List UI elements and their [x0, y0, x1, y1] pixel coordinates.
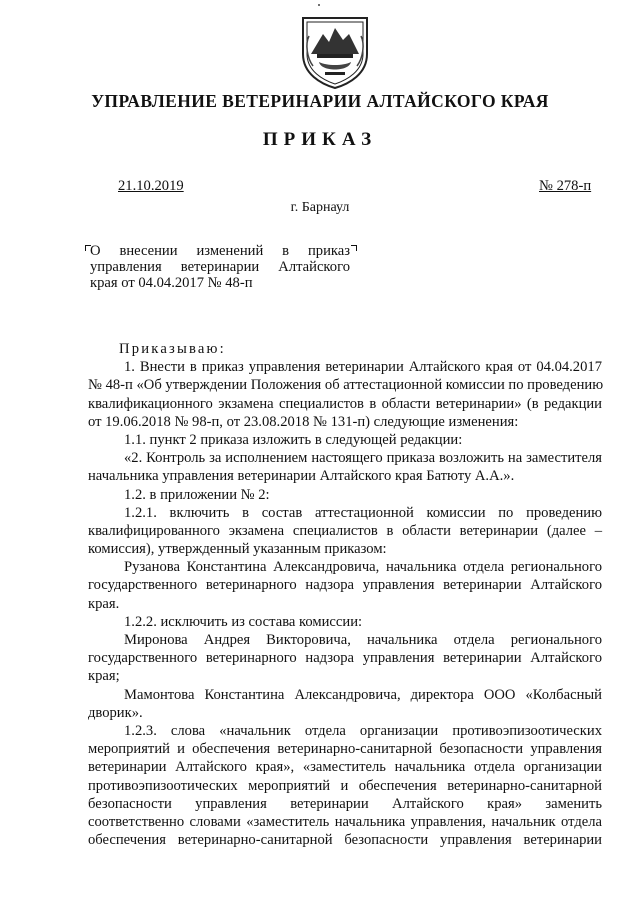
order-city: г. Барнаул	[290, 200, 350, 215]
body-line: ветеринарии Алтайского края», «заместитель начальника отдела организации	[88, 759, 602, 776]
body-line-decree: Приказываю:	[119, 341, 226, 357]
body-line: обеспечения ветеринарно-санитарной безопасности управления ветеринарии	[88, 832, 602, 849]
body-line: безопасности управления ветеринарии Алтайского края» заменить	[88, 795, 602, 812]
order-number: № 278-п	[539, 178, 592, 194]
body-line: противоэпизоотических мероприятий и обеспечения ветеринарно-санитарной	[88, 777, 602, 794]
body-line: начальника управления ветеринарии Алтайского края Батюту А.А.».	[88, 468, 515, 485]
organization-title: УПРАВЛЕНИЕ ВЕТЕРИНАРИИ АЛТАЙСКОГО КРАЯ	[91, 91, 549, 111]
document-type-title: ПРИКАЗ	[262, 129, 378, 150]
body-line: 1.2. в приложении № 2:	[124, 486, 270, 503]
order-date: 21.10.2019	[118, 178, 184, 194]
subject-line: управления ветеринарии Алтайского	[90, 259, 350, 275]
subject-corner-left	[85, 245, 91, 251]
body-line: Миронова Андрея Викторовича, начальника отдела регионального	[124, 632, 602, 648]
body-line: края;	[88, 668, 120, 685]
subject-line: края от 04.04.2017 № 48-п	[90, 275, 253, 291]
body-line: от 19.06.2018 № 98-п, от 23.08.2018 № 131-п) следующие изменения:	[88, 413, 519, 430]
coat-of-arms-emblem	[299, 14, 371, 90]
body-line: 1.2.3. слова «начальник отдела организации противоэпизоотических	[124, 722, 602, 739]
body-line: 1.2.1. включить в состав аттестационной комиссии по проведению	[124, 504, 602, 521]
body-line: квалификационного экзамена специалистов в области ветеринарии» (в редакции	[88, 395, 602, 412]
body-line: 1. Внести в приказ управления ветеринарии Алтайского края от 04.04.2017	[124, 359, 602, 376]
scan-dot	[318, 4, 320, 6]
body-line: края.	[88, 595, 120, 612]
body-line: дворик».	[88, 704, 143, 721]
body-line: «2. Контроль за исполнением настоящего приказа возложить на заместителя	[124, 450, 602, 467]
body-line: государственного ветеринарного надзора управления ветеринарии Алтайского	[88, 650, 602, 667]
body-line: 1.1. пункт 2 приказа изложить в следующей редакции:	[124, 431, 463, 448]
subject-corner-right	[351, 245, 357, 251]
body-line: 1.2.2. исключить из состава комиссии:	[124, 613, 363, 630]
body-line: № 48-п «Об утверждении Положения об аттестационной комиссии по проведению	[88, 377, 604, 394]
body-line: Рузанова Константина Александровича, начальника отдела регионального	[124, 559, 602, 576]
body-line: квалифицированного экзамена специалистов в области ветеринарии (далее –	[88, 522, 602, 539]
order-subject	[90, 243, 350, 291]
body-line: Мамонтова Константина Александровича, директора ООО «Колбасный	[124, 686, 602, 703]
body-line: государственного ветеринарного надзора управления ветеринарии Алтайского	[88, 577, 602, 594]
body-line: соответственно словами «заместитель начальника управления, начальник отдела	[88, 813, 602, 830]
body-line: комиссия), утвержденный указанным приказом:	[88, 541, 387, 558]
body-line: мероприятий и обеспечения ветеринарно-санитарной безопасности управления	[88, 741, 602, 758]
subject-line: О внесении изменений в приказ	[90, 243, 350, 259]
order-body	[88, 340, 602, 849]
